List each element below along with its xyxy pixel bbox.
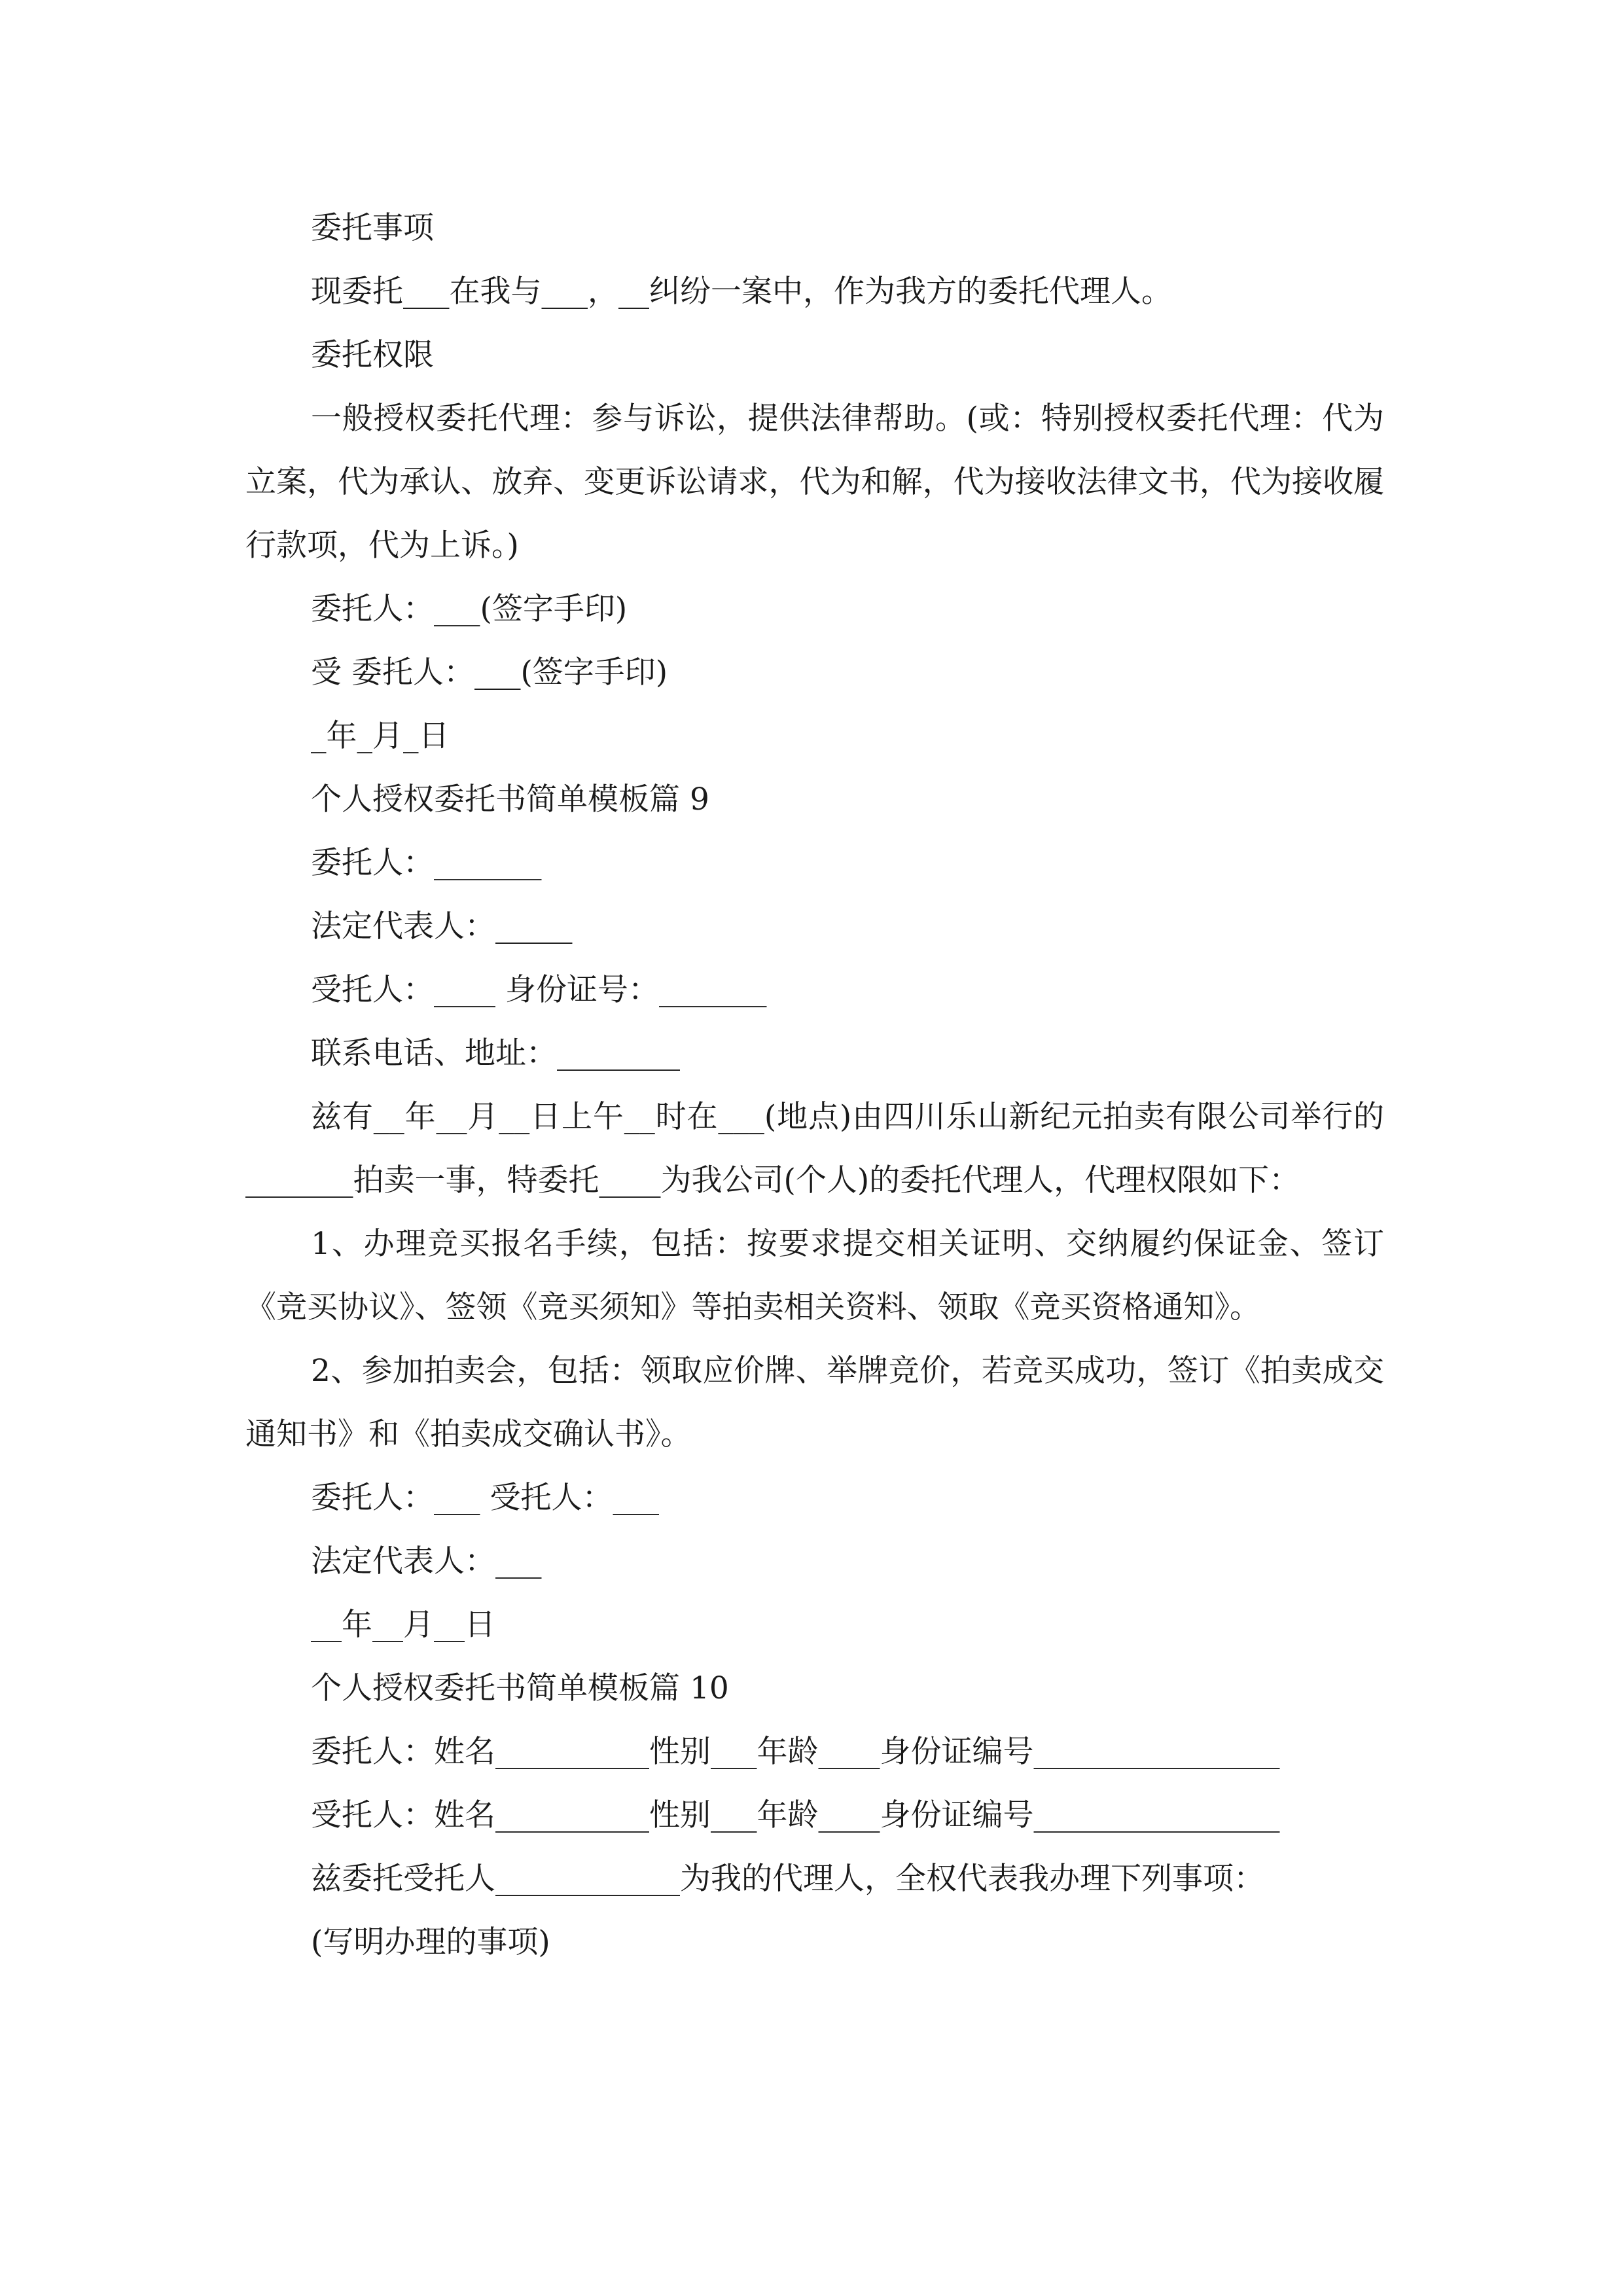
signature-principal: 委托人：___(签字手印) xyxy=(311,591,628,627)
list-item-registration: 1、办理竞买报名手续，包括：按要求提交相关证明、交纳履约保证金、签订《竞买协议》、签领《竞买须知》等拍卖相关资料、领取《竞买资格通知》。 xyxy=(245,1226,1384,1325)
paragraph-entrustment-statement: 现委托___在我与___，__纠纷一案中，作为我方的委托代理人。 xyxy=(311,274,1172,310)
document-body xyxy=(245,196,1384,1974)
date-line: _年_月_日 xyxy=(311,718,450,754)
field-legal-representative: 法定代表人：_____ xyxy=(311,908,573,944)
heading-entrusted-authority: 委托权限 xyxy=(311,337,434,373)
paragraph-authority-scope: 一般授权委托代理：参与诉讼，提供法律帮助。(或：特别授权委托代理：代为立案，代为承认、放弃、变更诉讼请求，代为和解，代为接收法律文书，代为接收履行款项，代为上诉。) xyxy=(245,401,1384,564)
paragraph-matters-note: (写明办理的事项) xyxy=(311,1924,550,1960)
list-item-auction: 2、参加拍卖会，包括：领取应价牌、举牌竞价，若竞买成功，签订《拍卖成交通知书》和《拍卖成交确认书》。 xyxy=(245,1353,1384,1452)
section-title-template-9: 个人授权委托书简单模板篇 9 xyxy=(311,781,709,817)
field-principal: 委托人：_______ xyxy=(311,845,542,881)
signature-legal-representative: 法定代表人：___ xyxy=(311,1543,542,1579)
field-contact: 联系电话、地址：________ xyxy=(311,1035,680,1071)
date-line: __年__月__日 xyxy=(311,1607,495,1643)
section-title-template-10: 个人授权委托书简单模板篇 10 xyxy=(311,1670,729,1706)
paragraph-auction-entrustment: 兹有__年__月__日上午__时在___(地点)由四川乐山新纪元拍卖有限公司举行的_______拍卖一事，特委托____为我公司(个人)的委托代理人，代理权限如下： xyxy=(245,1099,1384,1198)
heading-entrusted-matters: 委托事项 xyxy=(311,210,434,246)
signature-agent: 受 委托人：___(签字手印) xyxy=(311,655,668,691)
paragraph-full-authority: 兹委托受托人____________为我的代理人，全权代表我办理下列事项： xyxy=(311,1861,1264,1897)
field-agent-id: 受托人：____ 身份证号：_______ xyxy=(311,972,767,1008)
field-agent-details: 受托人：姓名__________性别___年龄____身份证编号________________ xyxy=(311,1797,1280,1833)
signature-principal-agent: 委托人：___ 受托人：___ xyxy=(311,1480,659,1516)
field-principal-details: 委托人：姓名__________性别___年龄____身份证编号________________ xyxy=(311,1734,1280,1770)
